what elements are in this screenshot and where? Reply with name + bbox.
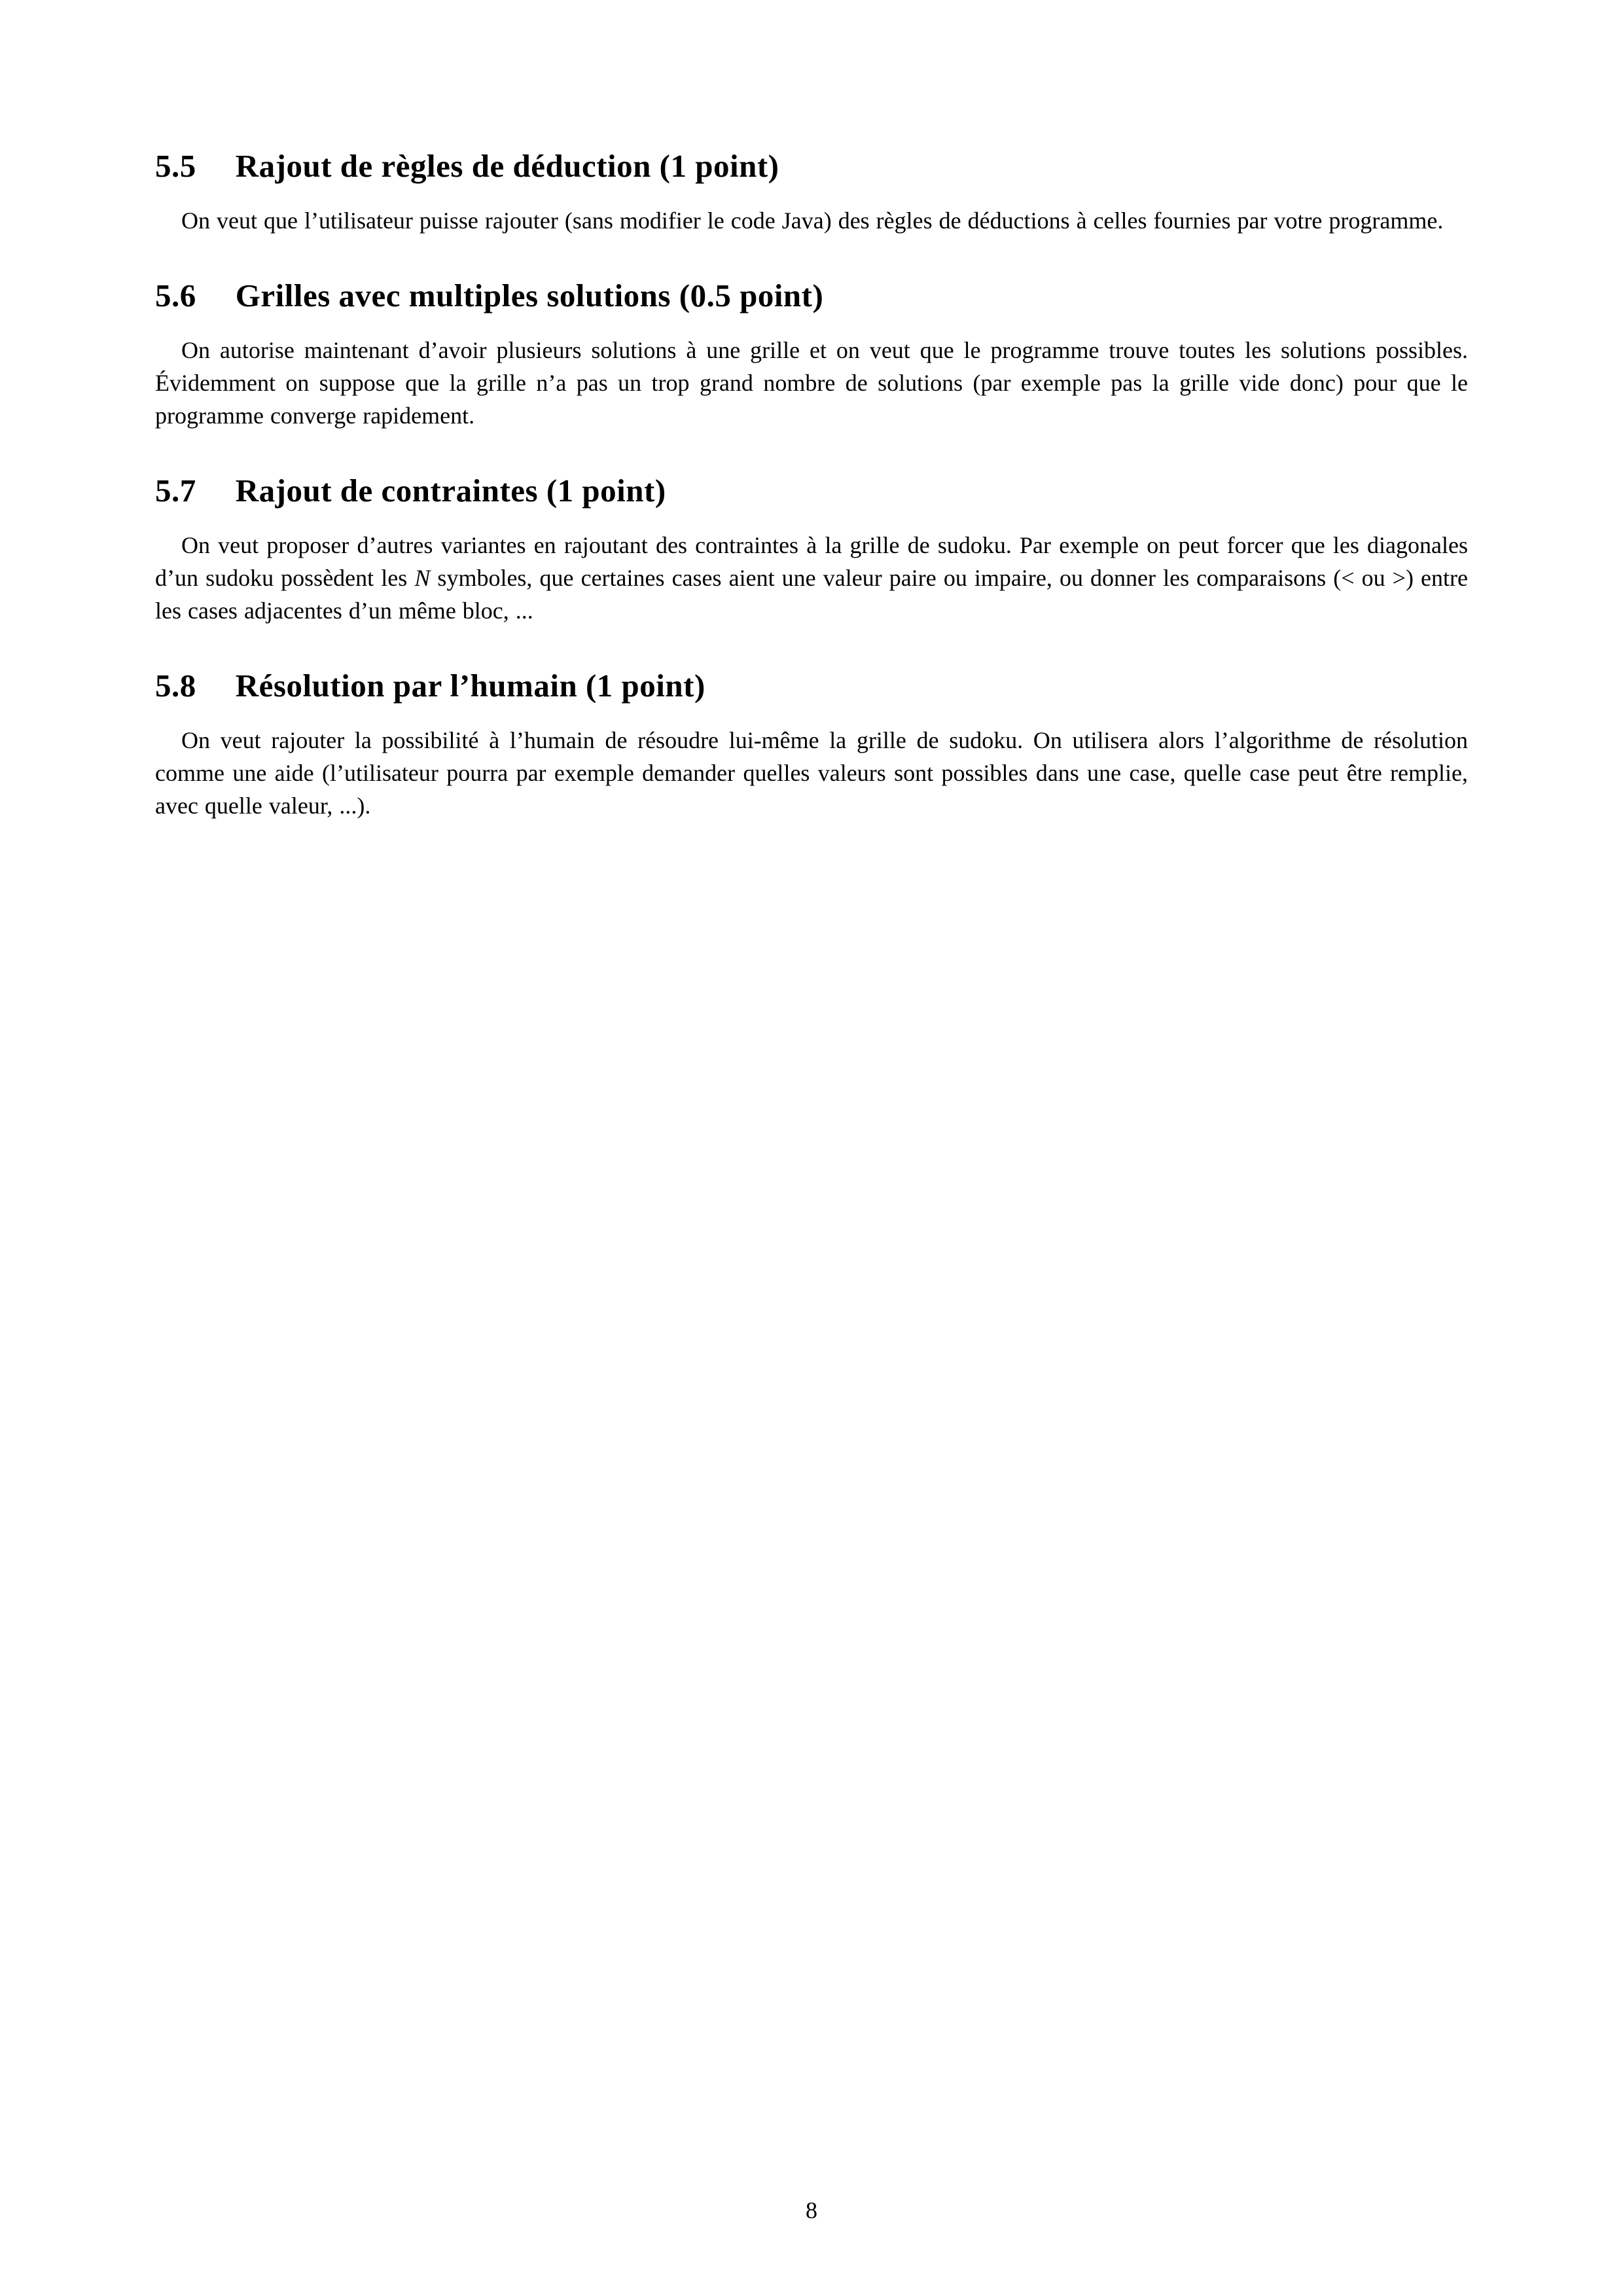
section-heading-5-8 (155, 668, 1468, 704)
section-number: 5.7 (155, 473, 196, 509)
section-heading-5-5 (155, 148, 1468, 185)
page-number: 8 (806, 2197, 817, 2223)
page-content (155, 0, 1468, 822)
section-paragraph: On veut rajouter la possibilité à l’humain de résoudre lui-même la grille de sudoku. On utilisera alors l’algorithme de résolution comme une aide (l’utilisateur pourra par exemple demander quelles valeurs sont possibles dans une case, quelle case peut être remplie, avec quelle valeur, ...). (155, 727, 1468, 819)
paragraph-text-before-math: On veut proposer d’autres variantes en rajoutant des contraintes à la grille de sudoku. Par exemple on peut forcer que les diagonales d’un sudoku possèdent les (155, 532, 1468, 591)
section-number: 5.8 (155, 668, 196, 704)
section-5-6 (155, 278, 1468, 432)
section-5-7 (155, 473, 1468, 627)
paragraph-text-after-math: symboles, que certaines cases aient une valeur paire ou impaire, ou donner les comparaisons (< ou >) entre les cases adjacentes d’un même bloc, ... (155, 565, 1468, 624)
section-5-8 (155, 668, 1468, 822)
section-paragraph: On autorise maintenant d’avoir plusieurs solutions à une grille et on veut que le programme trouve toutes les solutions possibles. Évidemment on suppose que la grille n’a pas un trop grand nombre de solutions (par exemple pas la grille vide donc) pour que le programme converge rapidement. (155, 337, 1468, 429)
section-5-5 (155, 148, 1468, 237)
section-number: 5.6 (155, 278, 196, 314)
section-title: Résolution par l’humain (1 point) (235, 668, 705, 704)
section-paragraph: On veut que l’utilisateur puisse rajouter (sans modifier le code Java) des règles de déductions à celles fournies par votre programme. (181, 207, 1444, 234)
math-variable: N (414, 565, 431, 591)
section-number: 5.5 (155, 148, 196, 184)
section-heading-5-7 (155, 473, 1468, 509)
section-title: Grilles avec multiples solutions (0.5 point) (235, 278, 824, 314)
section-title: Rajout de contraintes (1 point) (235, 473, 666, 509)
section-paragraph (155, 529, 1468, 627)
section-heading-5-6 (155, 278, 1468, 314)
section-title: Rajout de règles de déduction (1 point) (235, 148, 779, 184)
